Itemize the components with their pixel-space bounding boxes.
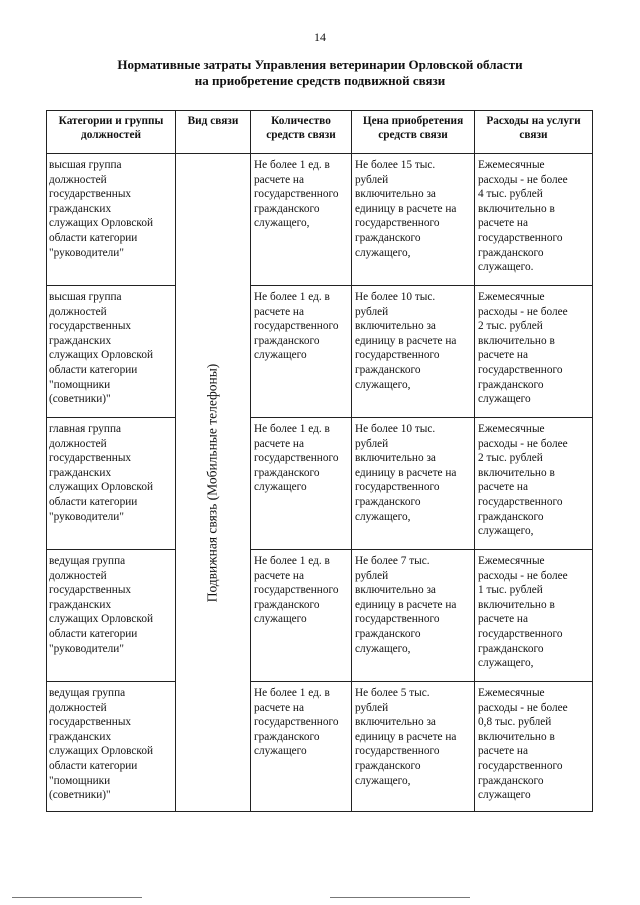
cell-price: Не более 7 тыс. рублей включительно за единицу в расчете на государственного гражданского служащего, [352,550,475,682]
header-price: Цена приобретения средств связи [352,111,475,154]
header-quantity: Количество средств связи [251,111,352,154]
document-title [60,57,580,89]
norms-table [46,110,593,812]
table-header-row [47,111,593,154]
cell-expenses: Ежемесячные расходы - не более 0,8 тыс. рублей включительно в расчете на государственного гражданского служащего [475,682,593,812]
cell-quantity: Не более 1 ед. в расчете на государственного гражданского служащего, [251,154,352,286]
table-row [47,550,593,682]
footer-line-left [12,897,142,898]
cell-price: Не более 5 тыс. рублей включительно за единицу в расчете на государственного гражданского служащего, [352,682,475,812]
table-row [47,418,593,550]
header-expenses: Расходы на услуги связи [475,111,593,154]
document-title-line-2: на приобретение средств подвижной связи [194,73,446,88]
connection-type-label: Подвижная связь (Мобильные телефоны) [204,363,220,602]
cell-category: ведущая группа должностей государственных гражданских служащих Орловской области категории "руководители" [47,550,176,682]
cell-expenses: Ежемесячные расходы - не более 2 тыс. рублей включительно в расчете на государственного гражданского служащего, [475,418,593,550]
page-number: 14 [314,30,326,44]
cell-price: Не более 10 тыс. рублей включительно за единицу в расчете на государственного гражданского служащего, [352,286,475,418]
cell-expenses: Ежемесячные расходы - не более 2 тыс. рублей включительно в расчете на государственного гражданского служащего [475,286,593,418]
cell-quantity: Не более 1 ед. в расчете на государственного гражданского служащего [251,550,352,682]
cell-price: Не более 10 тыс. рублей включительно за единицу в расчете на государственного гражданского служащего, [352,418,475,550]
cell-expenses: Ежемесячные расходы - не более 4 тыс. рублей включительно в расчете на государственного гражданского служащего. [475,154,593,286]
table-row [47,286,593,418]
cell-price: Не более 15 тыс. рублей включительно за единицу в расчете на государственного гражданского служащего, [352,154,475,286]
cell-category: ведущая группа должностей государственных гражданских служащих Орловской области категории "помощники (советники)" [47,682,176,812]
header-connection-type: Вид связи [176,111,251,154]
table-row [47,154,593,286]
cell-quantity: Не более 1 ед. в расчете на государственного гражданского служащего [251,286,352,418]
cell-quantity: Не более 1 ед. в расчете на государственного гражданского служащего [251,418,352,550]
footer-line-right [330,897,470,898]
cell-expenses: Ежемесячные расходы - не более 1 тыс. рублей включительно в расчете на государственного гражданского служащего, [475,550,593,682]
cell-category: высшая группа должностей государственных гражданских служащих Орловской области категории "руководители" [47,154,176,286]
cell-quantity: Не более 1 ед. в расчете на государственного гражданского служащего [251,682,352,812]
cell-category: высшая группа должностей государственных гражданских служащих Орловской области категории "помощники (советники)" [47,286,176,418]
cell-connection-type [176,154,251,812]
document-title-line-1: Нормативные затраты Управления ветеринарии Орловской области [117,57,523,72]
header-category: Категории и группы должностей [47,111,176,154]
cell-category: главная группа должностей государственных гражданских служащих Орловской области категории "руководители" [47,418,176,550]
table-row [47,682,593,812]
